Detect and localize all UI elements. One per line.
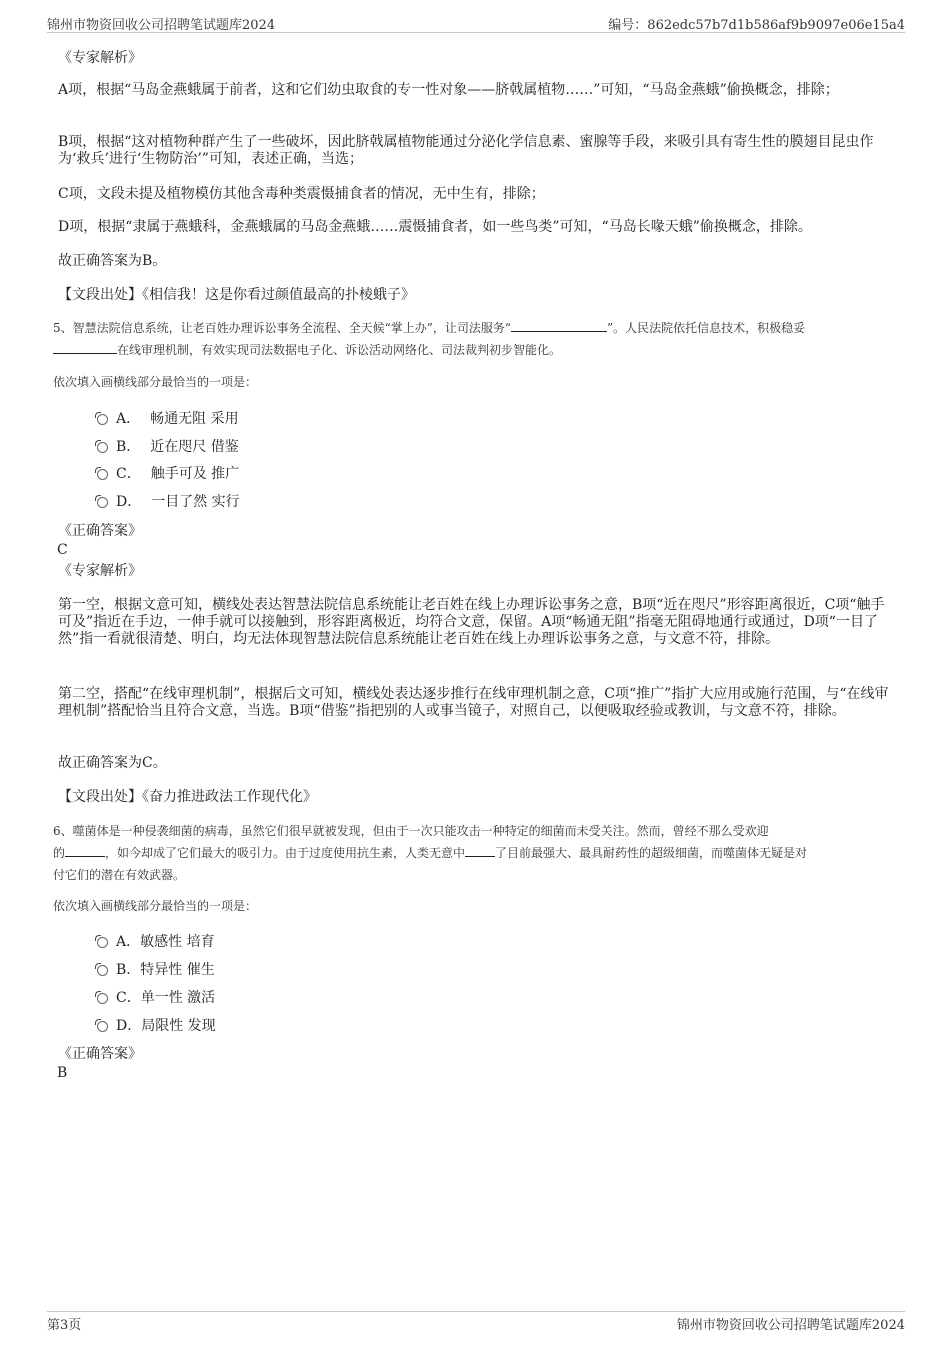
q4-para-c: C项，文段未提及植物模仿其他含毒种类震慑捕食者的情况，无中生有，排除； <box>58 186 545 202</box>
radio-icon[interactable] <box>97 414 108 425</box>
q5-para2: 第二空，搭配“在线审理机制”，根据后文可知，横线处表达逐步推行在线审理机制之意，C项“推广”指扩大应用或施行范围，与“在线审理机制”搭配恰当且符合文意，当选。B项“借鉴”指把别的人或事当镜子，对照自己，以便吸取经验或教训，与文意不符，排除。 <box>58 686 889 719</box>
q5-stem-line1-end: ”。人民法院依托信息技术，积极稳妥 <box>607 321 806 335</box>
q6-blank-1 <box>65 845 105 857</box>
q6-stem-line1: 6、噬菌体是一种侵袭细菌的病毒，虽然它们很早就被发现，但由于一次只能攻击一种特定的细菌而未受关注。然而，曾经不那么受欢迎 <box>53 824 769 838</box>
option-letter: D． <box>116 494 142 510</box>
page-header <box>47 14 905 33</box>
q5-conclusion: 故正确答案为C。 <box>58 755 167 771</box>
radio-icon[interactable] <box>97 993 108 1004</box>
q5-answer: C <box>57 542 68 558</box>
radio-icon[interactable] <box>97 965 108 976</box>
q5-analysis-label: 《专家解析》 <box>58 563 142 579</box>
option-text: 单一性 激活 <box>140 990 216 1006</box>
option-letter: C． <box>116 990 141 1006</box>
q5-instruction: 依次填入画横线部分最恰当的一项是： <box>53 375 258 389</box>
q6-instruction: 依次填入画横线部分最恰当的一项是： <box>53 899 258 913</box>
q6-answer: B <box>57 1065 68 1081</box>
option-letter: C． <box>116 466 141 482</box>
q4-para-a: A项，根据“马岛金燕蛾属于前者，这和它们幼虫取食的专一性对象——脐戟属植物……”可知，“马岛金燕蛾”偷换概念，排除； <box>58 82 839 98</box>
q6-stem-line2-mid: ，如今却成了它们最大的吸引力。由于过度使用抗生素，人类无意中 <box>105 846 466 860</box>
option-text: 一目了然 实行 <box>151 494 240 510</box>
q4-source: 【文段出处】《相信我！这是你看过颜值最高的扑棱蛾子》 <box>58 287 415 303</box>
q5-blank-2 <box>53 342 117 354</box>
option-text: 触手可及 推广 <box>150 466 240 482</box>
q4-para-d: D项，根据“隶属于燕蛾科，金燕蛾属的马岛金燕蛾……震慑捕食者，如一些鸟类”可知，“马岛长喙天蛾”偷换概念，排除。 <box>58 219 812 235</box>
q6-option-b[interactable] <box>97 961 215 979</box>
q4-analysis-label: 《专家解析》 <box>58 50 142 66</box>
option-letter: B． <box>116 962 141 978</box>
q6-stem-line3: 付它们的潜在有效武器。 <box>53 868 186 882</box>
q5-option-b[interactable] <box>97 438 239 456</box>
option-text: 近在咫尺 借鉴 <box>150 439 239 455</box>
radio-icon[interactable] <box>97 442 108 453</box>
radio-icon[interactable] <box>97 469 108 480</box>
radio-icon[interactable] <box>97 497 108 508</box>
option-text: 敏感性 培育 <box>140 934 215 950</box>
q5-stem <box>53 317 893 361</box>
header-serial: 编号：862edc57b7d1b586af9b9097e06e15a4 <box>608 18 905 33</box>
q4-conclusion: 故正确答案为B。 <box>58 253 167 269</box>
option-letter: D． <box>116 1018 142 1034</box>
option-letter: A． <box>116 411 141 427</box>
radio-icon[interactable] <box>97 937 108 948</box>
q5-option-c[interactable] <box>97 465 239 483</box>
option-text: 特异性 催生 <box>140 962 215 978</box>
footer-page-number: 第3页 <box>47 1318 82 1333</box>
header-title: 锦州市物资回收公司招聘笔试题库2024 <box>47 18 276 33</box>
q6-option-c[interactable] <box>97 989 215 1007</box>
q6-stem <box>53 820 893 886</box>
radio-icon[interactable] <box>97 1021 108 1032</box>
q5-stem-line1: 5、智慧法院信息系统，让老百姓办理诉讼事务全流程、全天候“掌上办”，让司法服务“ <box>53 321 512 335</box>
q6-answer-label: 《正确答案》 <box>58 1046 142 1062</box>
footer-title: 锦州市物资回收公司招聘笔试题库2024 <box>676 1318 905 1333</box>
q5-option-a[interactable] <box>97 410 239 428</box>
option-text: 局限性 发现 <box>141 1018 216 1034</box>
q5-answer-label: 《正确答案》 <box>58 523 142 539</box>
page-footer <box>47 1311 905 1334</box>
option-letter: B． <box>116 439 141 455</box>
q6-blank-2 <box>465 845 495 857</box>
option-text: 畅通无阻 采用 <box>150 411 239 427</box>
option-letter: A． <box>116 934 141 950</box>
q6-option-d[interactable] <box>97 1017 216 1035</box>
q6-stem-line2-start: 的 <box>53 846 66 860</box>
q5-option-d[interactable] <box>97 493 240 511</box>
q4-para-b: B项，根据“这对植物种群产生了一些破坏，因此脐戟属植物能通过分泌化学信息素、蜜腺等手段，来吸引具有寄生性的膜翅目昆虫作为‘救兵’进行‘生物防治’”可知，表述正确，当选； <box>58 134 874 167</box>
q5-blank-1 <box>511 320 607 332</box>
q6-stem-line2-end: 了目前最强大、最具耐药性的超级细菌，而噬菌体无疑是对 <box>495 846 808 860</box>
q5-para1: 第一空，根据文意可知，横线处表达智慧法院信息系统能让老百姓在线上办理诉讼事务之意，B项“近在咫尺”形容距离很近，C项“触手可及”指近在手边，一伸手就可以接触到，形容距离极近，均符合文意，保留。A项“畅通无阻”指毫无阻碍地通行或通过，D项“一目了然”指一看就很清楚、明白，均无法体现智慧法院信息系统能让老百姓在线上办理诉讼事务之意，与文意不符，排除。 <box>58 597 885 647</box>
q5-source: 【文段出处】《奋力推进政法工作现代化》 <box>58 789 317 805</box>
q5-stem-line2-end: 在线审理机制，有效实现司法数据电子化、诉讼活动网络化、司法裁判初步智能化。 <box>117 343 562 357</box>
q6-option-a[interactable] <box>97 933 215 951</box>
